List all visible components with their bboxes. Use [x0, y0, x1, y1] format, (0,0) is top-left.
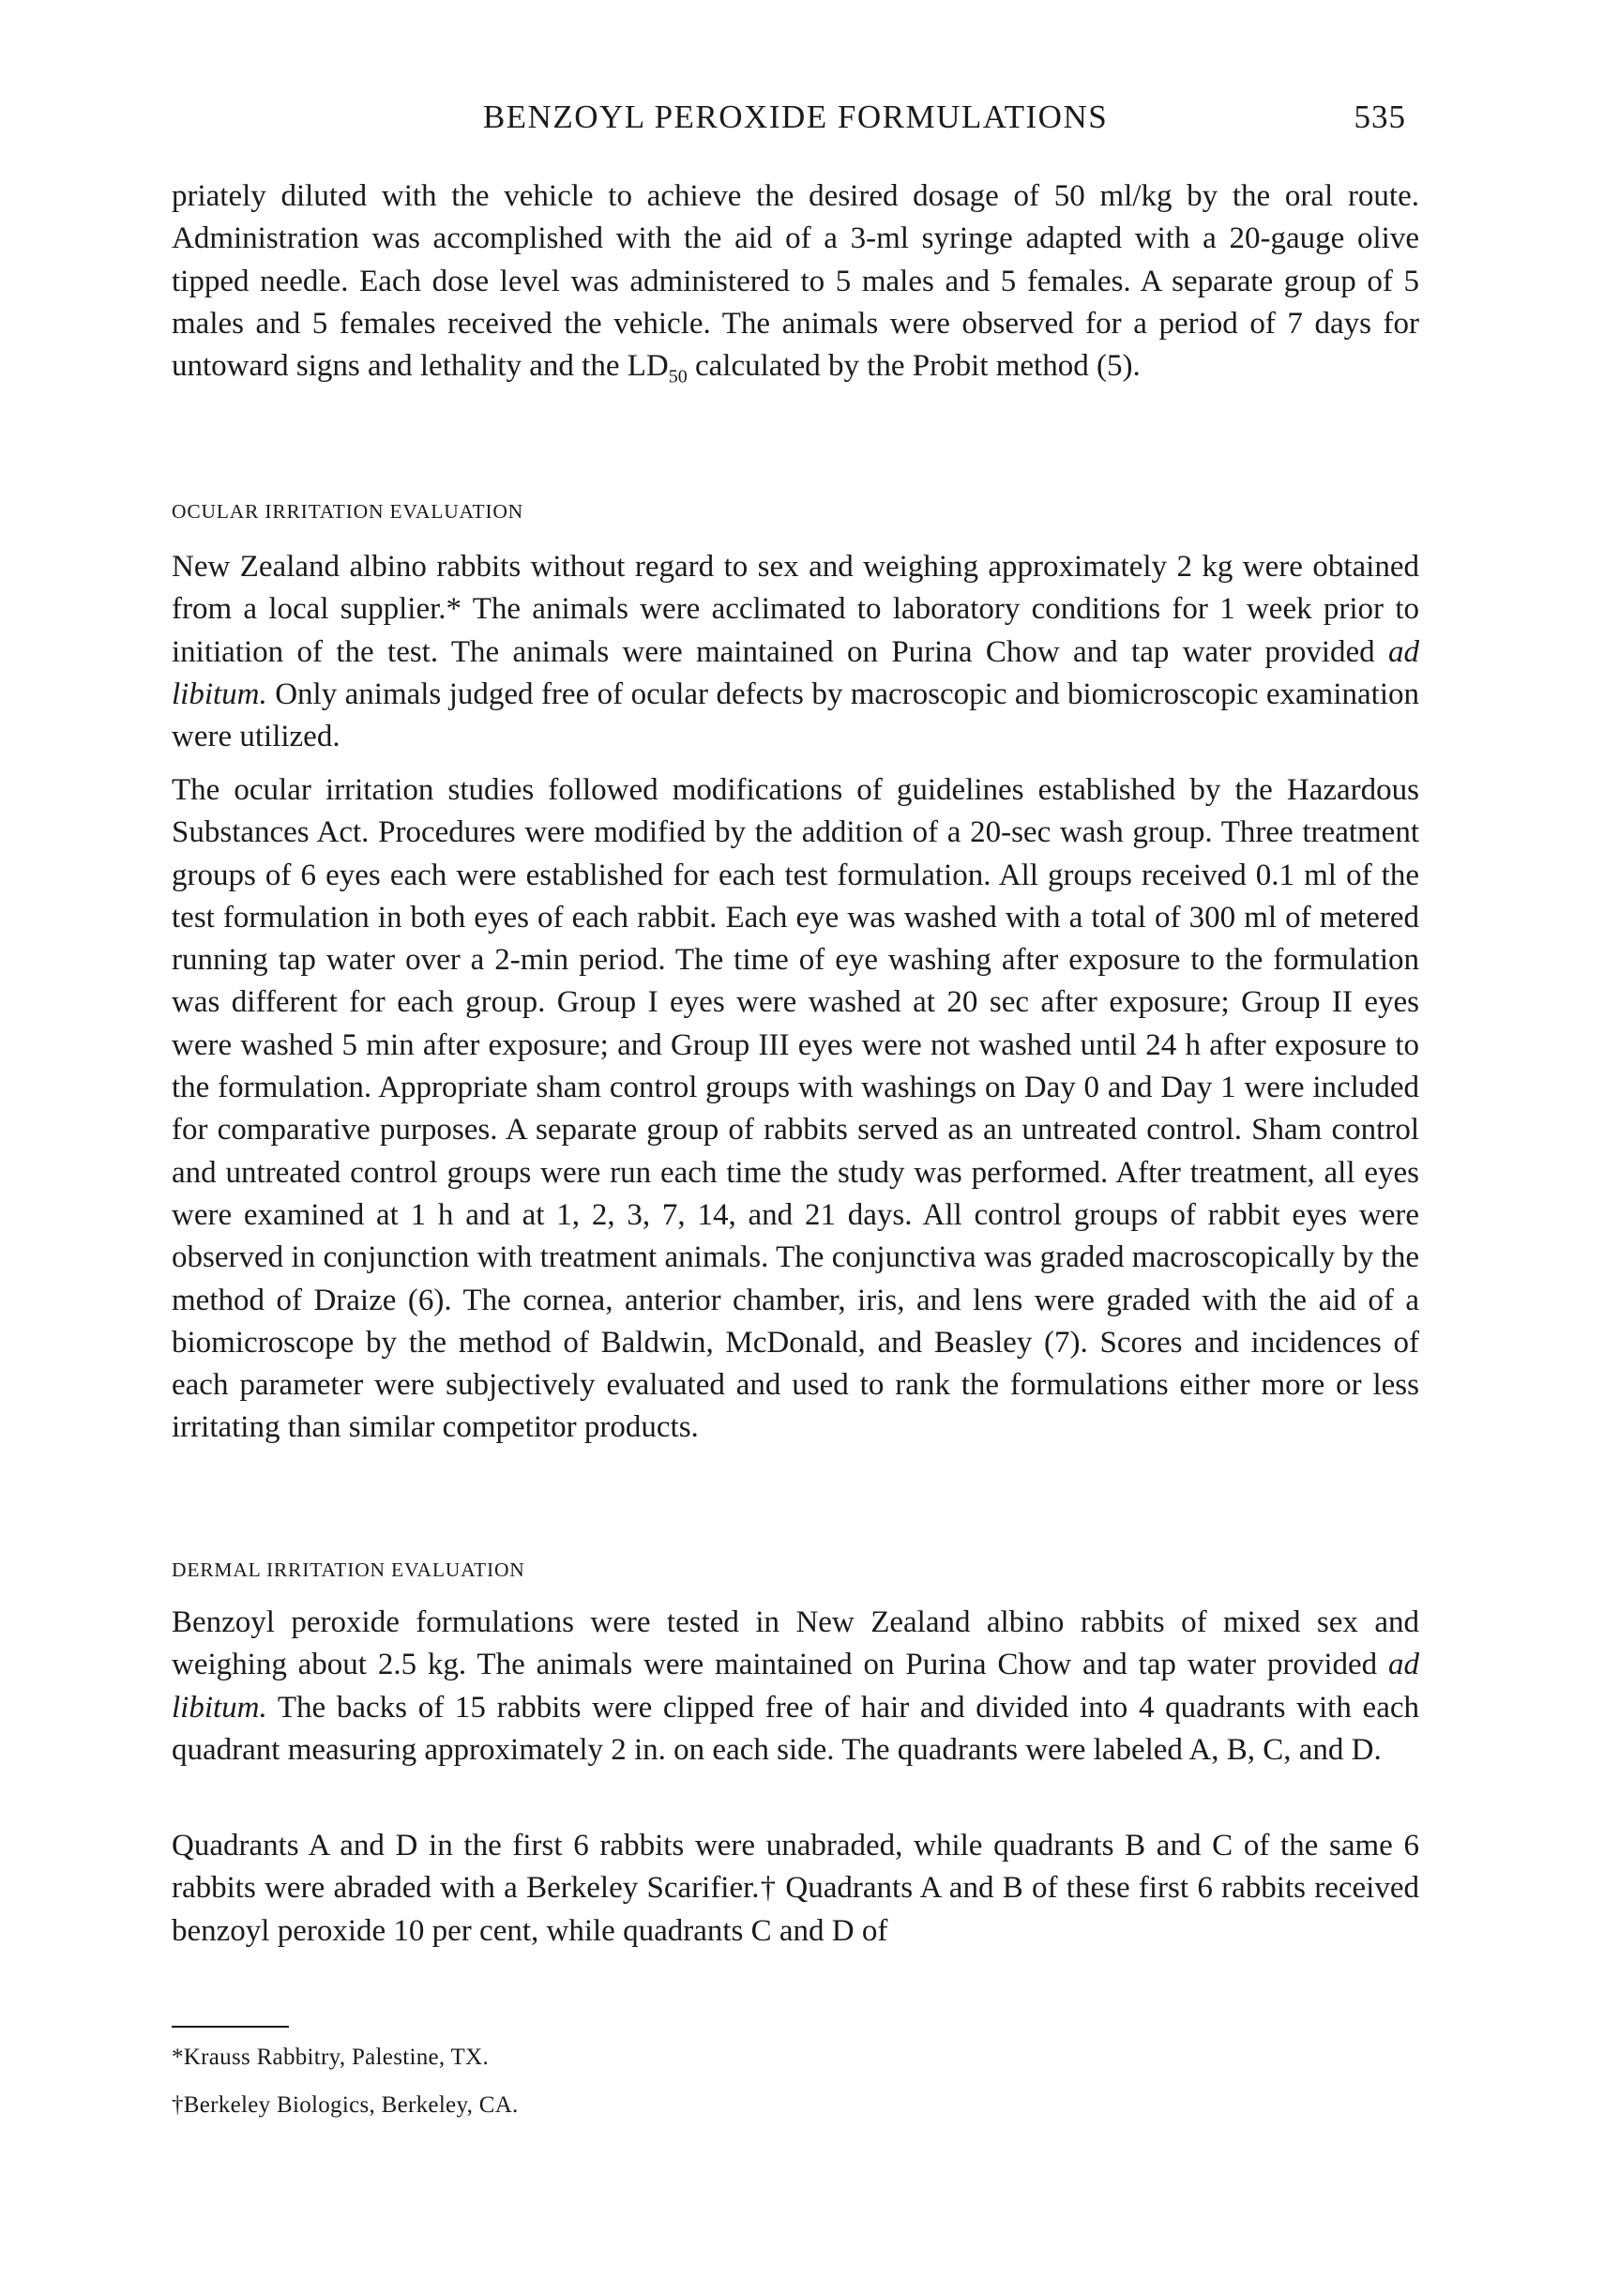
- intro-paragraph-block: [172, 175, 1419, 388]
- ocular-paragraph-2-block: [172, 769, 1419, 1450]
- dermal-paragraph-1: Benzoyl peroxide formulations were tested in New Zealand albino rabbits of mixed sex and weighing about 2.5 kg. The animals were maintained on Purina Chow and tap water provided ad libitum. The backs of 15 rabbits were clipped free of hair and divided into 4 quadrants with each quadrant measuring approximately 2 in. on each side. The quadrants were labeled A, B, C, and D.: [172, 1605, 1419, 1767]
- dermal-section-heading: DERMAL IRRITATION EVALUATION: [172, 1559, 525, 1581]
- ad-libitum-italic: ad libitum.: [172, 634, 1419, 711]
- running-title: BENZOYL PEROXIDE FORMULATIONS: [482, 99, 1109, 135]
- ld50-term: $LD_{50}$: [627, 349, 688, 388]
- ocular-paragraph-1: New Zealand albino rabbits without regard to sex and weighing approximately 2 kg were obtained from a local supplier.* The animals were acclimated to laboratory conditions for 1 week prior to initiation of the test. The animals were maintained on Purina Chow and tap water provided ad libitum. Only animals judged free of ocular defects by macroscopic and biomicroscopic examination were utilized.: [172, 550, 1419, 754]
- page-number: 535: [1354, 99, 1406, 135]
- footnote-berkeley: †Berkeley Biologics, Berkeley, CA.: [172, 2092, 519, 2118]
- ocular-section-heading: OCULAR IRRITATION EVALUATION: [172, 500, 524, 523]
- dermal-paragraph-1-block: [172, 1602, 1419, 1771]
- footnote-divider: [172, 2026, 289, 2028]
- footnote-krauss: *Krauss Rabbitry, Palestine, TX.: [172, 2045, 490, 2070]
- intro-paragraph: priately diluted with the vehicle to achieve the desired dosage of 50 ml/kg by the oral route. Administration was accomplished with the aid of a 3-ml syringe adapted with a 20-gauge olive tipped needle. Each dose level was administered to 5 males and 5 females. A separate group of 5 males and 5 females received the vehicle. The animals were observed for a period of 7 days for untoward signs and lethality and the $LD_{50}$ calculated by the Probit method (5).: [172, 179, 1419, 388]
- running-header: [172, 94, 1419, 141]
- dermal-paragraph-2-block: [172, 1825, 1419, 1953]
- ad-libitum-italic: ad libitum.: [172, 1648, 1419, 1725]
- ocular-paragraph-1-block: [172, 546, 1419, 758]
- dermal-paragraph-2: Quadrants A and D in the first 6 rabbits were unabraded, while quadrants B and C of the same 6 rabbits were abraded with a Berkeley Scarifier.† Quadrants A and B of these first 6 rabbits received benzoyl peroxide 10 per cent, while quadrants C and D of: [172, 1829, 1419, 1948]
- ocular-paragraph-2: The ocular irritation studies followed modifications of guidelines established by the Hazardous Substances Act. Procedures were modified by the addition of a 20-sec wash group. Three treatment groups of 6 eyes each were established for each test formulation. All groups received 0.1 ml of the test formulation in both eyes of each rabbit. Each eye was washed with a total of 300 ml of metered running tap water over a 2-min period. The time of eye washing after exposure to the formulation was different for each group. Group I eyes were washed at 20 sec after exposure; Group II eyes were washed 5 min after exposure; and Group III eyes were not washed until 24 h after exposure to the formulation. Appropriate sham control groups with washings on Day 0 and Day 1 were included for comparative purposes. A separate group of rabbits served as an untreated control. Sham control and untreated control groups were run each time the study was performed. After treatment, all eyes were examined at 1 h and at 1, 2, 3, 7, 14, and 21 days. All control groups of rabbit eyes were observed in conjunction with treatment animals. The conjunctiva was graded macroscopically by the method of Draize (6). The cornea, anterior chamber, iris, and lens were graded with the aid of a biomicroscope by the method of Baldwin, McDonald, and Beasley (7). Scores and incidences of each parameter were subjectively evaluated and used to rank the formulations either more or less irritating than similar competitor products.: [172, 773, 1419, 1445]
